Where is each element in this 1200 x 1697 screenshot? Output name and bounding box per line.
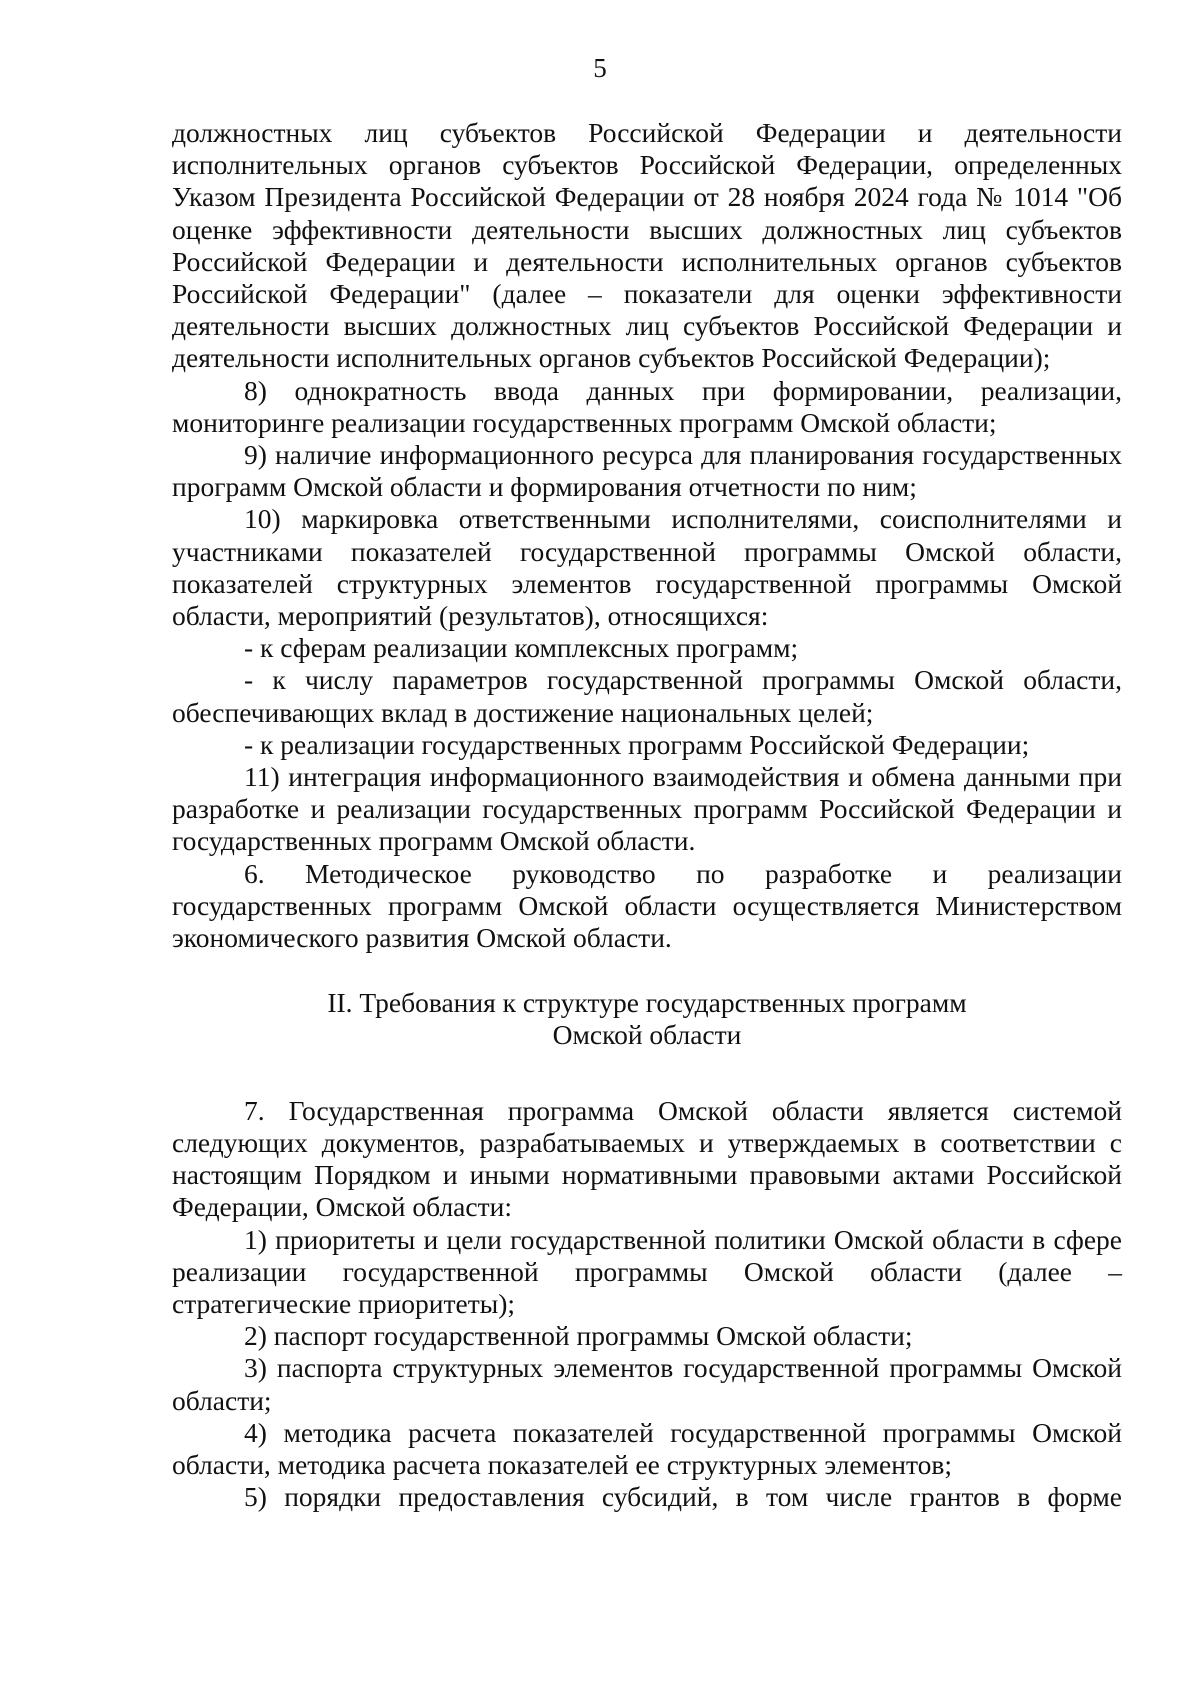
paragraphs-after-heading [172,1095,1122,1514]
spacer [172,1052,1122,1095]
spacer [172,954,1122,987]
clause-7: 7. Государственная программа Омской области является системой следующих документов, разрабатываемых и утверждаемых в соответствии с настоящим Порядком и иными нормативными правовыми актами Российской Федерации, Омской области: [172,1094,1122,1223]
list-item-4: 4) методика расчета показателей государственной программы Омской области, методика расчета показателей ее структурных элементов; [172,1416,1122,1480]
list-item-8: 8) однократность ввода данных при формировании, реализации, мониторинге реализации государственных программ Омской области; [172,374,1122,438]
list-item-9: 9) наличие информационного ресурса для планирования государственных программ Омской области и формирования отчетности по ним; [172,439,1122,503]
section-heading-line-2: Омской области [552,1019,742,1051]
list-item-2: 2) паспорт государственной программы Омской области; [244,1320,913,1352]
list-item-10: 10) маркировка ответственными исполнителями, соисполнителями и участниками показателей государственной программы Омской области, показателей структурных элементов государственной программы Омской области, мероприятий (результатов), относящихся: [172,503,1122,632]
sub-item: - к числу параметров государственной программы Омской области, обеспечивающих вклад в достижение национальных целей; [172,664,1122,728]
paragraph: должностных лиц субъектов Российской Федерации и деятельности исполнительных органов субъектов Российской Федерации, определенных Указом Президента Российской Федерации от 28 ноября 2024 года № 1014 "Об оценке эффективности деятельности высших должностных лиц субъектов Российской Федерации и деятельности исполнительных органов субъектов Российской Федерации" (далее – показатели для оценки эффективности деятельности высших должностных лиц субъектов Российской Федерации и деятельности исполнительных органов субъектов Российской Федерации); [172,117,1122,374]
list-item-11: 11) интеграция информационного взаимодействия и обмена данными при разработке и реализации государственных программ Российской Федерации и государственных программ Омской области. [172,761,1122,857]
section-heading-line-1: II. Требования к структуре государственных программ [327,987,967,1019]
section-heading [172,987,1122,1051]
list-item-1: 1) приоритеты и цели государственной политики Омской области в сфере реализации государственной программы Омской области (далее – стратегические приоритеты); [172,1223,1122,1319]
page-number: 5 [593,53,607,83]
clause-6: 6. Методическое руководство по разработке и реализации государственных программ Омской области осуществляется Министерством экономического развития Омской области. [172,857,1122,954]
document-body [172,117,1122,1513]
list-item-5: 5) порядки предоставления субсидий, в том числе грантов в форме [244,1481,1122,1513]
sub-item: - к реализации государственных программ Российской Федерации; [244,728,1030,760]
paragraphs-before-heading [172,117,1122,954]
sub-item: - к сферам реализации комплексных программ; [244,632,799,664]
list-item-3: 3) паспорта структурных элементов государственной программы Омской области; [172,1352,1122,1416]
